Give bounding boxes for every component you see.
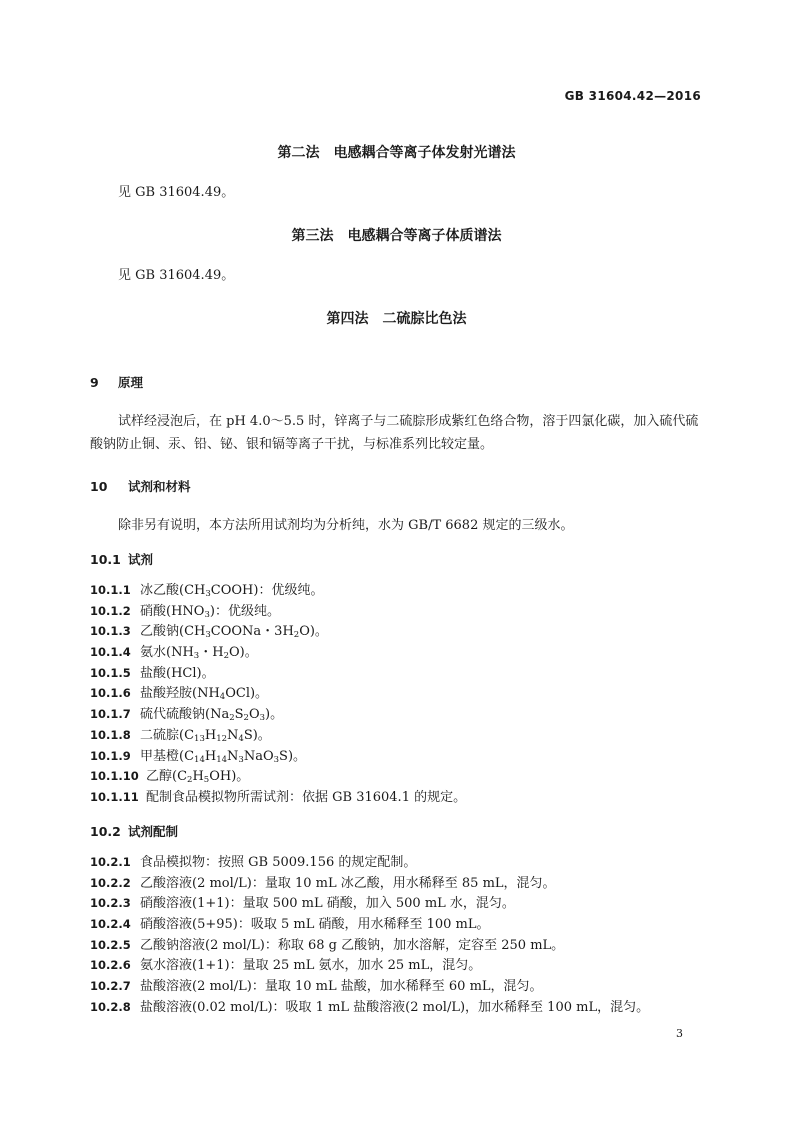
section-10-text: 除非另有说明，本方法所用试剂均为分析纯，水为 GB/T 6682 规定的三级水。 (118, 518, 574, 533)
item-text: 配制食品模拟物所需试剂：依据 GB 31604.1 的规定。 (146, 789, 467, 805)
item-text: 盐酸(HCl)。 (140, 665, 215, 681)
item-text: 二硫腙$(C_{13}H_{12}N_4S)$。 (140, 727, 271, 744)
list-item (90, 621, 710, 642)
item-text: 乙酸钠溶液(2 mol/L)：称取 68 g 乙酸钠，加水溶解，定容至 250 mL。 (140, 937, 565, 953)
list-item (90, 642, 710, 663)
item-number: 10.1.2 (90, 603, 131, 618)
section-title: 原理 (118, 375, 144, 390)
section-title: 试剂 (128, 552, 154, 567)
item-number: 10.2.5 (90, 937, 131, 952)
list-item (90, 976, 710, 997)
list-item (90, 704, 710, 725)
item-text: 氨水($NH_3$・$H_2O$)。 (140, 645, 258, 662)
list-item (90, 746, 710, 767)
item-number: 10.1.9 (90, 748, 131, 763)
item-text: 氨水溶液(1+1)：量取 25 mL 氨水，加水 25 mL，混匀。 (140, 958, 482, 974)
item-number: 10.1.7 (90, 707, 131, 722)
item-text: 盐酸溶液(0.02 mol/L)：吸取 1 mL 盐酸溶液(2 mol/L)，加水稀释至 100 mL，混匀。 (140, 999, 650, 1015)
section-9-text: 试样经浸泡后，在 pH 4.0～5.5 时，锌离子与二硫腙形成紫红色络合物，溶于四氯化碳，加入硫代硫酸钠防止铜、汞、铅、铋、银和镉等离子干扰，与标准系列比较定量。 (90, 414, 699, 452)
list-item (90, 601, 710, 622)
list-item (90, 935, 710, 956)
section-10-heading (90, 477, 191, 495)
item-text: 乙醇$(C_2H_5OH)$。 (146, 769, 250, 786)
item-number: 10.2.2 (90, 875, 131, 890)
item-number: 10.1.1 (90, 583, 131, 597)
list-item (90, 580, 710, 601)
page-number: 3 (676, 1027, 683, 1040)
item-text: 乙酸钠($CH_3COONa$・$3H_2O$)。 (140, 624, 328, 641)
section-9-heading (90, 373, 143, 391)
list-item (90, 787, 710, 808)
list-item (90, 873, 710, 894)
item-text: 盐酸羟胺$(NH_4OCl)$。 (140, 686, 269, 703)
section-number: 10 (90, 479, 108, 494)
section-title: 试剂和材料 (128, 479, 191, 494)
item-number: 10.1.4 (90, 645, 131, 660)
list-item (90, 725, 710, 746)
item-text: 硫代硫酸钠$(Na_2S_2O_3)$。 (140, 707, 284, 724)
list-item (90, 852, 710, 873)
item-number: 10.1.3 (90, 624, 131, 639)
standard-code: GB 31604.42—2016 (564, 89, 701, 103)
item-number: 10.2.3 (90, 896, 131, 911)
item-number: 10.2.1 (90, 855, 131, 869)
item-number: 10.1.11 (90, 789, 139, 804)
list-item (90, 914, 710, 935)
item-number: 10.1.6 (90, 686, 131, 701)
item-number: 10.2.8 (90, 999, 131, 1014)
reagent-list (90, 580, 710, 808)
item-number: 10.2.7 (90, 979, 131, 994)
list-item (90, 997, 710, 1018)
item-text: 硝酸溶液(1+1)：量取 500 mL 硝酸，加入 500 mL 水，混匀。 (140, 896, 515, 912)
method-2-title: 第二法 电感耦合等离子体发射光谱法 (277, 145, 516, 161)
item-text: 盐酸溶液(2 mol/L)：量取 10 mL 盐酸，加水稀释至 60 mL，混匀。 (140, 979, 543, 995)
method-2-reference: 见 GB 31604.49。 (118, 185, 235, 200)
section-title: 试剂配制 (128, 824, 179, 839)
section-number: 9 (90, 375, 99, 390)
section-10-2-heading (90, 822, 178, 840)
reagent-preparation-list (90, 852, 710, 1018)
method-3-reference: 见 GB 31604.49。 (118, 268, 235, 283)
item-text: 甲基橙$(C_{14}H_{14}N_3NaO_3S)$。 (140, 748, 307, 765)
section-10-1-heading (90, 550, 153, 568)
item-number: 10.2.6 (90, 958, 131, 973)
item-text: 食品模拟物：按照 GB 5009.156 的规定配制。 (140, 855, 417, 870)
section-number: 10.2 (90, 824, 121, 839)
list-item (90, 663, 710, 684)
item-text: 硝酸溶液(5+95)：吸取 5 mL 硝酸，用水稀释至 100 mL。 (140, 917, 490, 933)
method-4-title: 第四法 二硫腙比色法 (326, 311, 467, 327)
item-text: 乙酸溶液(2 mol/L)：量取 10 mL 冰乙酸，用水稀释至 85 mL，混匀。 (140, 875, 556, 891)
method-3-title: 第三法 电感耦合等离子体质谱法 (291, 228, 502, 244)
item-text: 冰乙酸$(CH_3COOH)$：优级纯。 (140, 583, 324, 599)
item-number: 10.1.5 (90, 665, 131, 680)
section-number: 10.1 (90, 552, 121, 567)
list-item (90, 683, 710, 704)
list-item (90, 766, 710, 787)
item-number: 10.1.10 (90, 769, 139, 784)
item-number: 10.2.4 (90, 917, 131, 932)
list-item (90, 955, 710, 976)
item-text: 硝酸$(HNO_3)$：优级纯。 (140, 603, 280, 620)
list-item (90, 893, 710, 914)
item-number: 10.1.8 (90, 727, 131, 742)
